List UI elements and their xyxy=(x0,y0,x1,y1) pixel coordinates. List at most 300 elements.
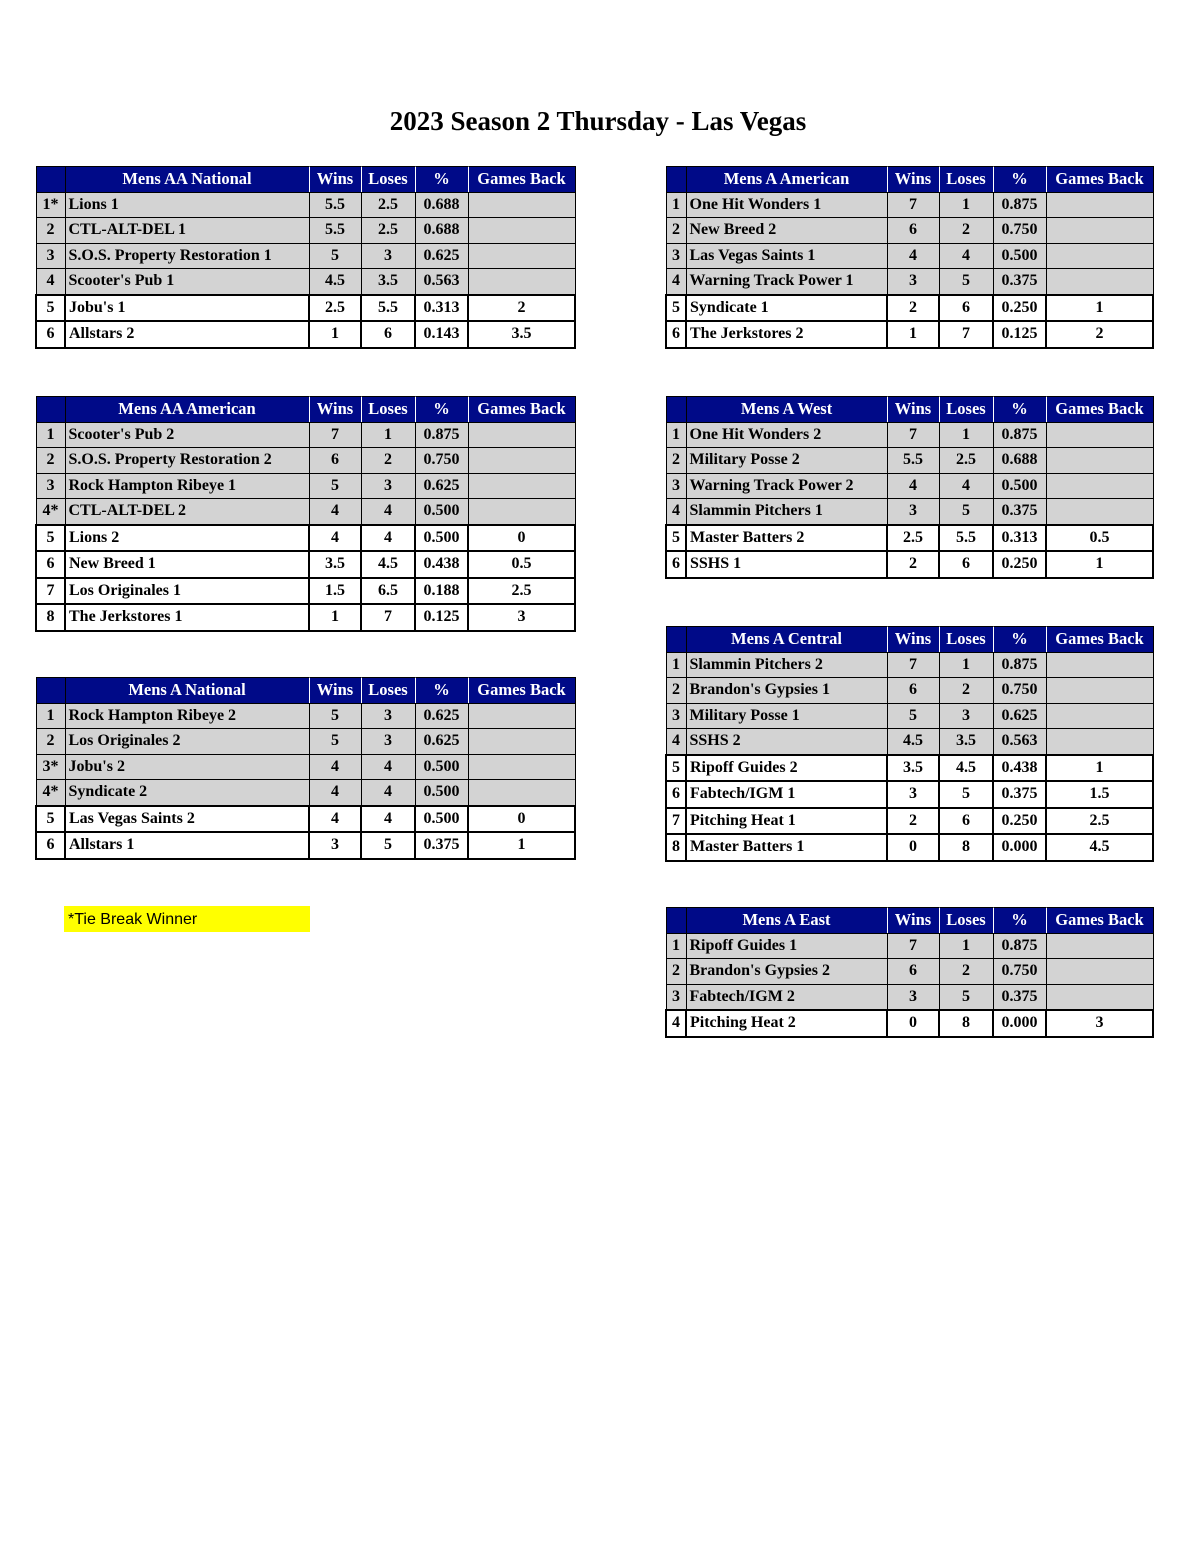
loses-cell: 3.5 xyxy=(361,269,415,295)
pct-cell: 0.750 xyxy=(993,959,1046,985)
wins-cell: 6 xyxy=(309,448,361,474)
pct-cell: 0.750 xyxy=(415,448,468,474)
games-back-header: Games Back xyxy=(1046,167,1153,193)
pct-cell: 0.875 xyxy=(993,192,1046,218)
pct-cell: 0.438 xyxy=(993,755,1046,782)
games-back-cell: 2.5 xyxy=(468,578,575,605)
table-row xyxy=(666,448,1153,474)
games-back-cell xyxy=(468,473,575,499)
pct-cell: 0.250 xyxy=(993,808,1046,835)
loses-cell: 4 xyxy=(939,473,993,499)
games-back-cell: 1 xyxy=(1046,295,1153,322)
pct-header: % xyxy=(993,908,1046,934)
table-row xyxy=(666,678,1153,704)
wins-cell: 7 xyxy=(887,192,939,218)
team-name-cell: Fabtech/IGM 2 xyxy=(686,984,887,1010)
loses-cell: 1 xyxy=(361,422,415,448)
team-name-cell: Pitching Heat 2 xyxy=(686,1010,887,1037)
table-row xyxy=(666,551,1153,578)
pct-cell: 0.313 xyxy=(993,525,1046,552)
pct-cell: 0.563 xyxy=(993,729,1046,755)
pct-cell: 0.375 xyxy=(415,832,468,859)
games-back-cell: 1 xyxy=(468,832,575,859)
wins-cell: 4 xyxy=(887,243,939,269)
team-name-cell: Syndicate 1 xyxy=(686,295,887,322)
pct-cell: 0.625 xyxy=(415,703,468,729)
wins-cell: 5 xyxy=(309,703,361,729)
rank-cell: 8 xyxy=(666,834,686,861)
games-back-cell: 3 xyxy=(468,604,575,631)
games-back-cell: 2.5 xyxy=(1046,808,1153,835)
loses-cell: 5.5 xyxy=(939,525,993,552)
loses-header: Loses xyxy=(361,678,415,704)
table-row xyxy=(666,984,1153,1010)
loses-cell: 1 xyxy=(939,933,993,959)
team-name-cell: SSHS 2 xyxy=(686,729,887,755)
mens-aa-national-table xyxy=(35,166,576,349)
table-row xyxy=(666,525,1153,552)
wins-header: Wins xyxy=(309,678,361,704)
table-row xyxy=(36,832,575,859)
team-name-cell: Pitching Heat 1 xyxy=(686,808,887,835)
loses-cell: 2 xyxy=(939,218,993,244)
pct-cell: 0.625 xyxy=(415,473,468,499)
rank-cell: 6 xyxy=(666,551,686,578)
pct-cell: 0.250 xyxy=(993,551,1046,578)
wins-cell: 5 xyxy=(887,703,939,729)
table-row xyxy=(36,578,575,605)
table-row xyxy=(36,551,575,578)
rank-cell: 5 xyxy=(666,525,686,552)
rank-cell: 1 xyxy=(666,933,686,959)
games-back-header: Games Back xyxy=(1046,627,1153,653)
rank-cell: 1 xyxy=(666,652,686,678)
team-name-cell: The Jerkstores 1 xyxy=(65,604,309,631)
rank-cell: 5 xyxy=(666,755,686,782)
team-name-cell: Syndicate 2 xyxy=(65,780,309,806)
division-name: Mens A National xyxy=(65,678,309,704)
loses-cell: 4.5 xyxy=(361,551,415,578)
rank-cell: 5 xyxy=(36,806,65,833)
rank-cell: 4 xyxy=(36,269,65,295)
loses-cell: 2 xyxy=(939,959,993,985)
mens-a-west-table xyxy=(665,396,1154,579)
loses-header: Loses xyxy=(361,167,415,193)
loses-cell: 3.5 xyxy=(939,729,993,755)
wins-header: Wins xyxy=(309,397,361,423)
games-back-cell xyxy=(468,448,575,474)
team-name-cell: Jobu's 1 xyxy=(65,295,309,322)
division-name: Mens AA National xyxy=(65,167,309,193)
table-row xyxy=(666,933,1153,959)
pct-cell: 0.500 xyxy=(993,473,1046,499)
games-back-cell: 1.5 xyxy=(1046,781,1153,808)
table-row xyxy=(666,473,1153,499)
rank-cell: 2 xyxy=(666,218,686,244)
loses-cell: 8 xyxy=(939,834,993,861)
table-row xyxy=(36,525,575,552)
table-row xyxy=(666,652,1153,678)
tie-break-note: *Tie Break Winner xyxy=(64,906,310,932)
rank-cell: 7 xyxy=(36,578,65,605)
pct-cell: 0.000 xyxy=(993,834,1046,861)
games-back-cell xyxy=(1046,729,1153,755)
header-row xyxy=(36,167,575,193)
table-row xyxy=(36,604,575,631)
pct-header: % xyxy=(415,167,468,193)
team-name-cell: Scooter's Pub 2 xyxy=(65,422,309,448)
games-back-cell: 4.5 xyxy=(1046,834,1153,861)
table-row xyxy=(36,321,575,348)
loses-cell: 2 xyxy=(939,678,993,704)
wins-cell: 4 xyxy=(309,754,361,780)
wins-cell: 6 xyxy=(887,959,939,985)
wins-cell: 7 xyxy=(309,422,361,448)
wins-cell: 2.5 xyxy=(887,525,939,552)
team-name-cell: Las Vegas Saints 2 xyxy=(65,806,309,833)
table-row xyxy=(666,295,1153,322)
team-name-cell: Military Posse 1 xyxy=(686,703,887,729)
pct-cell: 0.500 xyxy=(415,780,468,806)
loses-cell: 4 xyxy=(361,806,415,833)
pct-cell: 0.688 xyxy=(415,218,468,244)
table-row xyxy=(666,269,1153,295)
loses-cell: 1 xyxy=(939,422,993,448)
games-back-cell xyxy=(468,269,575,295)
rank-cell: 6 xyxy=(36,321,65,348)
rank-cell: 1 xyxy=(36,422,65,448)
games-back-header: Games Back xyxy=(1046,397,1153,423)
pct-cell: 0.625 xyxy=(415,243,468,269)
wins-cell: 1 xyxy=(887,321,939,348)
wins-cell: 3.5 xyxy=(309,551,361,578)
games-back-cell: 1 xyxy=(1046,755,1153,782)
table-row xyxy=(36,780,575,806)
rank-cell: 3 xyxy=(666,703,686,729)
games-back-cell xyxy=(468,422,575,448)
team-name-cell: One Hit Wonders 2 xyxy=(686,422,887,448)
wins-cell: 3 xyxy=(887,269,939,295)
games-back-header: Games Back xyxy=(1046,908,1153,934)
pct-cell: 0.250 xyxy=(993,295,1046,322)
team-name-cell: Ripoff Guides 1 xyxy=(686,933,887,959)
pct-cell: 0.375 xyxy=(993,499,1046,525)
team-name-cell: S.O.S. Property Restoration 1 xyxy=(65,243,309,269)
loses-cell: 2 xyxy=(361,448,415,474)
loses-cell: 3 xyxy=(939,703,993,729)
team-name-cell: Los Originales 2 xyxy=(65,729,309,755)
wins-cell: 5 xyxy=(309,243,361,269)
table-row xyxy=(666,959,1153,985)
rank-cell: 4 xyxy=(666,499,686,525)
pct-header: % xyxy=(993,397,1046,423)
team-name-cell: Warning Track Power 1 xyxy=(686,269,887,295)
games-back-cell: 2 xyxy=(1046,321,1153,348)
wins-cell: 2 xyxy=(887,295,939,322)
loses-header: Loses xyxy=(939,627,993,653)
pct-cell: 0.750 xyxy=(993,218,1046,244)
games-back-cell xyxy=(468,703,575,729)
pct-cell: 0.688 xyxy=(415,192,468,218)
rank-header xyxy=(666,167,686,193)
loses-cell: 3 xyxy=(361,703,415,729)
rank-cell: 2 xyxy=(666,959,686,985)
mens-a-east-table xyxy=(665,907,1154,1038)
wins-cell: 3 xyxy=(887,984,939,1010)
wins-header: Wins xyxy=(887,627,939,653)
loses-cell: 6 xyxy=(939,551,993,578)
loses-cell: 2.5 xyxy=(939,448,993,474)
loses-cell: 2.5 xyxy=(361,218,415,244)
header-row xyxy=(36,678,575,704)
mens-a-national-table xyxy=(35,677,576,860)
page-title: 2023 Season 2 Thursday - Las Vegas xyxy=(389,106,807,136)
wins-cell: 5 xyxy=(309,729,361,755)
rank-cell: 4 xyxy=(666,729,686,755)
team-name-cell: Lions 2 xyxy=(65,525,309,552)
team-name-cell: Master Batters 2 xyxy=(686,525,887,552)
rank-header xyxy=(666,627,686,653)
table-row xyxy=(36,806,575,833)
loses-cell: 8 xyxy=(939,1010,993,1037)
header-row xyxy=(666,167,1153,193)
table-row xyxy=(36,499,575,525)
games-back-cell: 0.5 xyxy=(1046,525,1153,552)
team-name-cell: Brandon's Gypsies 1 xyxy=(686,678,887,704)
loses-cell: 6 xyxy=(939,808,993,835)
loses-header: Loses xyxy=(939,397,993,423)
table-row xyxy=(36,192,575,218)
pct-cell: 0.125 xyxy=(415,604,468,631)
team-name-cell: Fabtech/IGM 1 xyxy=(686,781,887,808)
team-name-cell: CTL-ALT-DEL 2 xyxy=(65,499,309,525)
wins-header: Wins xyxy=(887,167,939,193)
pct-header: % xyxy=(993,167,1046,193)
loses-cell: 4.5 xyxy=(939,755,993,782)
rank-cell: 6 xyxy=(36,551,65,578)
division-name: Mens A Central xyxy=(686,627,887,653)
rank-cell: 3 xyxy=(666,473,686,499)
wins-cell: 7 xyxy=(887,652,939,678)
games-back-cell: 0 xyxy=(468,806,575,833)
rank-cell: 3 xyxy=(36,473,65,499)
wins-cell: 3 xyxy=(887,499,939,525)
table-row xyxy=(666,321,1153,348)
team-name-cell: New Breed 1 xyxy=(65,551,309,578)
table-row xyxy=(36,473,575,499)
pct-cell: 0.438 xyxy=(415,551,468,578)
table-row xyxy=(36,218,575,244)
rank-cell: 3 xyxy=(666,984,686,1010)
rank-cell: 3 xyxy=(36,243,65,269)
wins-cell: 4 xyxy=(309,499,361,525)
rank-cell: 6 xyxy=(666,781,686,808)
table-row xyxy=(666,218,1153,244)
table-row xyxy=(666,834,1153,861)
team-name-cell: Allstars 2 xyxy=(65,321,309,348)
rank-cell: 4 xyxy=(666,269,686,295)
loses-cell: 6 xyxy=(939,295,993,322)
table-row xyxy=(36,729,575,755)
wins-cell: 0 xyxy=(887,1010,939,1037)
loses-cell: 3 xyxy=(361,243,415,269)
team-name-cell: Rock Hampton Ribeye 1 xyxy=(65,473,309,499)
loses-cell: 5.5 xyxy=(361,295,415,322)
loses-cell: 7 xyxy=(939,321,993,348)
pct-cell: 0.313 xyxy=(415,295,468,322)
games-back-cell xyxy=(468,754,575,780)
wins-cell: 4 xyxy=(887,473,939,499)
wins-cell: 6 xyxy=(887,678,939,704)
games-back-cell xyxy=(1046,984,1153,1010)
games-back-cell xyxy=(468,192,575,218)
rank-cell: 2 xyxy=(666,448,686,474)
wins-cell: 7 xyxy=(887,933,939,959)
rank-cell: 1 xyxy=(666,192,686,218)
games-back-cell xyxy=(1046,422,1153,448)
rank-cell: 2 xyxy=(36,218,65,244)
pct-cell: 0.500 xyxy=(415,754,468,780)
wins-cell: 2 xyxy=(887,551,939,578)
loses-cell: 5 xyxy=(939,984,993,1010)
wins-cell: 0 xyxy=(887,834,939,861)
pct-cell: 0.625 xyxy=(415,729,468,755)
pct-cell: 0.875 xyxy=(415,422,468,448)
table-row xyxy=(36,422,575,448)
games-back-cell xyxy=(468,729,575,755)
pct-cell: 0.750 xyxy=(993,678,1046,704)
loses-cell: 1 xyxy=(939,652,993,678)
games-back-cell xyxy=(1046,269,1153,295)
pct-cell: 0.125 xyxy=(993,321,1046,348)
pct-cell: 0.688 xyxy=(993,448,1046,474)
rank-header xyxy=(666,397,686,423)
loses-header: Loses xyxy=(361,397,415,423)
pct-cell: 0.875 xyxy=(993,652,1046,678)
games-back-cell: 0 xyxy=(468,525,575,552)
table-row xyxy=(666,808,1153,835)
wins-cell: 5.5 xyxy=(887,448,939,474)
loses-cell: 3 xyxy=(361,729,415,755)
team-name-cell: Military Posse 2 xyxy=(686,448,887,474)
pct-cell: 0.143 xyxy=(415,321,468,348)
games-back-cell xyxy=(1046,218,1153,244)
team-name-cell: Brandon's Gypsies 2 xyxy=(686,959,887,985)
games-back-cell: 3 xyxy=(1046,1010,1153,1037)
loses-cell: 3 xyxy=(361,473,415,499)
table-row xyxy=(36,295,575,322)
pct-cell: 0.563 xyxy=(415,269,468,295)
games-back-header: Games Back xyxy=(468,678,575,704)
team-name-cell: SSHS 1 xyxy=(686,551,887,578)
table-row xyxy=(36,448,575,474)
wins-cell: 6 xyxy=(887,218,939,244)
rank-cell: 7 xyxy=(666,808,686,835)
pct-cell: 0.375 xyxy=(993,781,1046,808)
table-row xyxy=(36,269,575,295)
games-back-cell: 1 xyxy=(1046,551,1153,578)
team-name-cell: Jobu's 2 xyxy=(65,754,309,780)
games-back-cell xyxy=(468,243,575,269)
team-name-cell: Allstars 1 xyxy=(65,832,309,859)
rank-header xyxy=(666,908,686,934)
loses-cell: 4 xyxy=(361,780,415,806)
loses-header: Loses xyxy=(939,908,993,934)
rank-header xyxy=(36,167,65,193)
team-name-cell: Slammin Pitchers 2 xyxy=(686,652,887,678)
wins-header: Wins xyxy=(887,908,939,934)
table-row xyxy=(666,755,1153,782)
wins-cell: 1.5 xyxy=(309,578,361,605)
loses-cell: 6 xyxy=(361,321,415,348)
header-row xyxy=(666,627,1153,653)
loses-cell: 4 xyxy=(939,243,993,269)
loses-cell: 4 xyxy=(361,754,415,780)
rank-cell: 3* xyxy=(36,754,65,780)
loses-cell: 5 xyxy=(939,499,993,525)
team-name-cell: Slammin Pitchers 1 xyxy=(686,499,887,525)
rank-cell: 6 xyxy=(666,321,686,348)
wins-cell: 4 xyxy=(309,780,361,806)
mens-a-central-table xyxy=(665,626,1154,862)
rank-header xyxy=(36,678,65,704)
mens-a-american-table xyxy=(665,166,1154,349)
wins-cell: 3.5 xyxy=(887,755,939,782)
rank-cell: 5 xyxy=(666,295,686,322)
pct-header: % xyxy=(415,678,468,704)
wins-cell: 5.5 xyxy=(309,192,361,218)
pct-cell: 0.000 xyxy=(993,1010,1046,1037)
games-back-header: Games Back xyxy=(468,167,575,193)
games-back-cell xyxy=(1046,959,1153,985)
games-back-cell xyxy=(1046,192,1153,218)
games-back-cell xyxy=(468,218,575,244)
games-back-cell xyxy=(1046,499,1153,525)
pct-cell: 0.500 xyxy=(415,499,468,525)
wins-cell: 2.5 xyxy=(309,295,361,322)
pct-cell: 0.875 xyxy=(993,933,1046,959)
team-name-cell: The Jerkstores 2 xyxy=(686,321,887,348)
rank-cell: 5 xyxy=(36,295,65,322)
table-row xyxy=(36,243,575,269)
rank-cell: 2 xyxy=(36,729,65,755)
table-row xyxy=(666,422,1153,448)
team-name-cell: Scooter's Pub 1 xyxy=(65,269,309,295)
wins-cell: 1 xyxy=(309,321,361,348)
header-row xyxy=(666,397,1153,423)
rank-cell: 2 xyxy=(666,678,686,704)
division-name: Mens A American xyxy=(686,167,887,193)
loses-cell: 2.5 xyxy=(361,192,415,218)
games-back-cell xyxy=(1046,473,1153,499)
rank-cell: 5 xyxy=(36,525,65,552)
loses-cell: 7 xyxy=(361,604,415,631)
pct-cell: 0.500 xyxy=(993,243,1046,269)
pct-cell: 0.375 xyxy=(993,984,1046,1010)
rank-cell: 2 xyxy=(36,448,65,474)
team-name-cell: One Hit Wonders 1 xyxy=(686,192,887,218)
games-back-cell xyxy=(1046,243,1153,269)
pct-cell: 0.375 xyxy=(993,269,1046,295)
team-name-cell: CTL-ALT-DEL 1 xyxy=(65,218,309,244)
rank-cell: 6 xyxy=(36,832,65,859)
table-row xyxy=(666,243,1153,269)
loses-cell: 1 xyxy=(939,192,993,218)
team-name-cell: Rock Hampton Ribeye 2 xyxy=(65,703,309,729)
wins-cell: 3 xyxy=(309,832,361,859)
loses-header: Loses xyxy=(939,167,993,193)
team-name-cell: New Breed 2 xyxy=(686,218,887,244)
